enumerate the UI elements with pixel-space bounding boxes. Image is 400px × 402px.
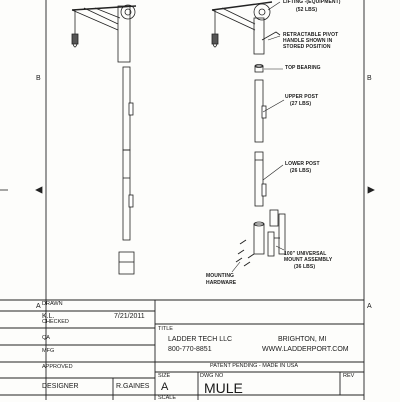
top-bearing-part — [255, 65, 263, 73]
scale-label: SCALE — [158, 395, 177, 401]
company-name: LADDER TECH LLC — [168, 336, 233, 343]
dwg-no-label: DWG NO — [200, 373, 224, 379]
size-value: A — [161, 381, 169, 393]
universal-mount-part — [254, 210, 285, 256]
left-zone-arrow — [36, 187, 42, 193]
dwg-no-value: MULE — [204, 380, 243, 396]
zone-mark-left-b: B — [36, 75, 41, 82]
mounting-hardware-part — [236, 240, 254, 266]
zone-mark-right-a: A — [367, 303, 372, 310]
designer-name-value: R.GAINES — [116, 383, 150, 390]
callout-hardware-line2: HARDWARE — [206, 280, 237, 286]
callout-top-bearing: TOP BEARING — [285, 65, 321, 71]
callout-lifting: LIFTING -(EQUIPMENT) — [283, 0, 341, 5]
size-label: SIZE — [158, 373, 171, 379]
callout-pivot-line3: STORED POSITION — [283, 44, 331, 50]
callout-upper-post: UPPER POST — [285, 94, 319, 100]
left-post-segments — [119, 67, 134, 274]
title-label: TITLE — [158, 326, 173, 332]
callout-pivot-line1: RETRACTABLE PIVOT — [283, 32, 339, 38]
callout-hardware-line1: MOUNTING — [206, 273, 235, 279]
company-city: BRIGHTON, MI — [278, 336, 327, 343]
callout-lower-post-weight: (26 LBS) — [290, 168, 312, 174]
company-website: WWW.LADDERPORT.COM — [262, 346, 349, 353]
left-crane-head — [72, 5, 136, 62]
callout-lower-post: LOWER POST — [285, 161, 320, 167]
company-phone: 800-770-8851 — [168, 346, 212, 353]
checked-label: CHECKED — [42, 319, 69, 325]
designer-label: DESIGNER — [42, 383, 79, 390]
callout-mount-weight: (36 LBS) — [294, 264, 316, 270]
mfg-label: MFG — [42, 348, 55, 354]
rev-label: REV — [343, 373, 355, 379]
callout-pivot-line2: HANDLE SHOWN IN — [283, 38, 333, 44]
approved-label: APPROVED — [42, 364, 73, 370]
callout-lifting-weight: (52 LBS) — [296, 7, 318, 13]
callout-leaders — [232, 2, 284, 272]
right-crane-head — [212, 2, 280, 54]
qa-label: QA — [42, 335, 50, 341]
drawn-date-value: 7/21/2011 — [114, 313, 145, 320]
callout-mount-line2: MOUNT ASSEMBLY — [284, 257, 333, 263]
right-zone-arrow — [368, 187, 374, 193]
callout-mount-line1: 100" UNIVERSAL — [284, 251, 327, 257]
callout-upper-post-weight: (27 LBS) — [290, 101, 312, 107]
zone-mark-left-a: A — [36, 303, 41, 310]
zone-mark-right-b: B — [367, 75, 372, 82]
patent-note: PATENT PENDING - MADE IN USA — [210, 363, 299, 369]
drawn-by-value: K.L. — [42, 313, 55, 320]
drawn-label: DRAWN — [42, 301, 63, 307]
